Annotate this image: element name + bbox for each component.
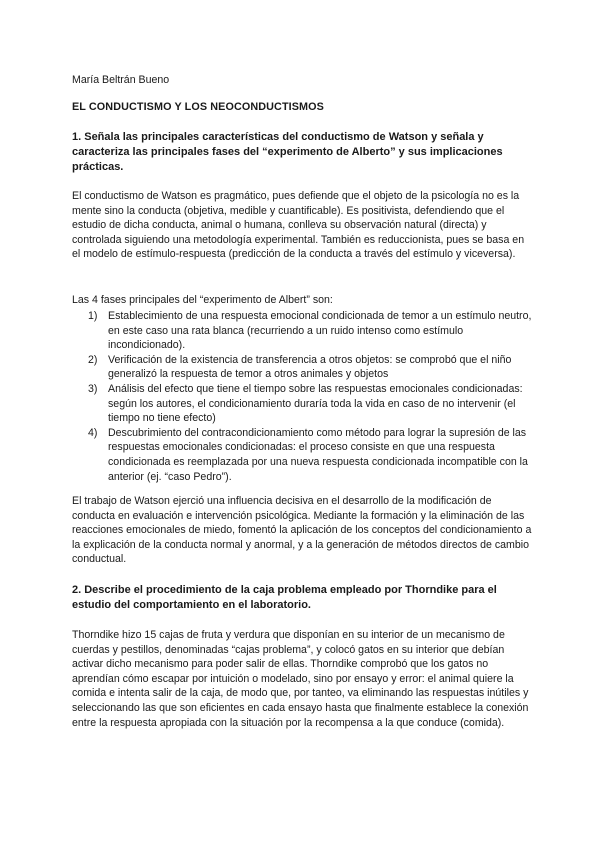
document-title: EL CONDUCTISMO Y LOS NEOCONDUCTISMOS	[72, 101, 324, 113]
list-item-number: 4)	[88, 426, 98, 439]
list-item-number: 2)	[88, 353, 98, 366]
list-item-text: Análisis del efecto que tiene el tiempo sobre las respuestas emocionales condicionadas: según los autores, el condicionamiento duraría toda la vida en caso de no intervenir (el tiempo no tiene efecto)	[108, 382, 523, 425]
list-item-text: Verificación de la existencia de transferencia a otros objetos: se comprobó que el niño generalizó la respuesta de temor a otros animales y objetos	[108, 353, 512, 381]
list-item	[72, 309, 534, 353]
question-1-heading: 1. Señala las principales características del conductismo de Watson y señala y caracteriza las principales fases del “experimento de Alberto” y sus implicaciones prácticas.	[72, 131, 503, 173]
list-item	[72, 426, 534, 484]
list-item-number: 3)	[88, 382, 98, 395]
watson-influence-paragraph: El trabajo de Watson ejerció una influencia decisiva en el desarrollo de la modificación de conducta en evaluación e intervención psicológica. Mediante la formación y la eliminación de las reacciones emocionales de miedo, fomentó la aplicación de los conceptos del condicionamiento a la explicación de la conducta normal y anormal, y a la generación de métodos directos de cambio conductual.	[72, 495, 532, 566]
list-item	[72, 353, 534, 382]
answer-2-paragraph: Thorndike hizo 15 cajas de fruta y verdura que disponían en su interior de un mecanismo de cuerdas y pestillos, denominadas “cajas problema”, y colocó gatos en su interior que debían activar dicho mecanismo para poder salir de ellas. Thorndike comprobó que los gatos no aprendían cómo escapar por intuición o modelado, sino por ensayo y error: el animal quiere la comida e intenta salir de la caja, de modo que, por tanteo, va eliminando las respuestas inútiles y seleccionando las que son eficientes en cada ensayo hasta que finalmente establece la conexión entre la respuesta apropiada con la situación por la recompensa a la que conduce (comida).	[72, 629, 529, 729]
list-item	[72, 382, 534, 426]
list-item-text: Establecimiento de una respuesta emocional condicionada de temor a un estímulo neutro, en este caso una rata blanca (recurriendo a un ruido intenso como estímulo incondicionado).	[108, 310, 532, 352]
list-item-number: 1)	[88, 310, 98, 322]
phases-intro: Las 4 fases principales del “experimento de Albert” son:	[72, 294, 333, 306]
author-name: María Beltrán Bueno	[72, 74, 170, 86]
phases-list	[72, 309, 534, 484]
question-2-heading: 2. Describe el procedimiento de la caja problema empleado por Thorndike para el estudio del comportamiento en el laboratorio.	[72, 584, 497, 611]
list-item-text: Descubrimiento del contracondicionamiento como método para lograr la supresión de las respuestas emocionales condicionadas: el proceso consiste en que una respuesta condicionada es reemplazada por una nueva respuesta condicionada incompatible con la anterior (ej. “caso Pedro”).	[108, 426, 528, 483]
answer-1-paragraph: El conductismo de Watson es pragmático, pues defiende que el objeto de la psicología no es la mente sino la conducta (objetiva, medible y cuantificable). Es positivista, defendiendo que el estudio de dicha conducta, animal o humana, conlleva su observación natural (directa) y controlada siguiendo una metodología experimental. También es reduccionista, pues se basa en el modelo de estímulo-respuesta (predicción de la conducta a través del estímulo y viceversa).	[72, 190, 525, 261]
